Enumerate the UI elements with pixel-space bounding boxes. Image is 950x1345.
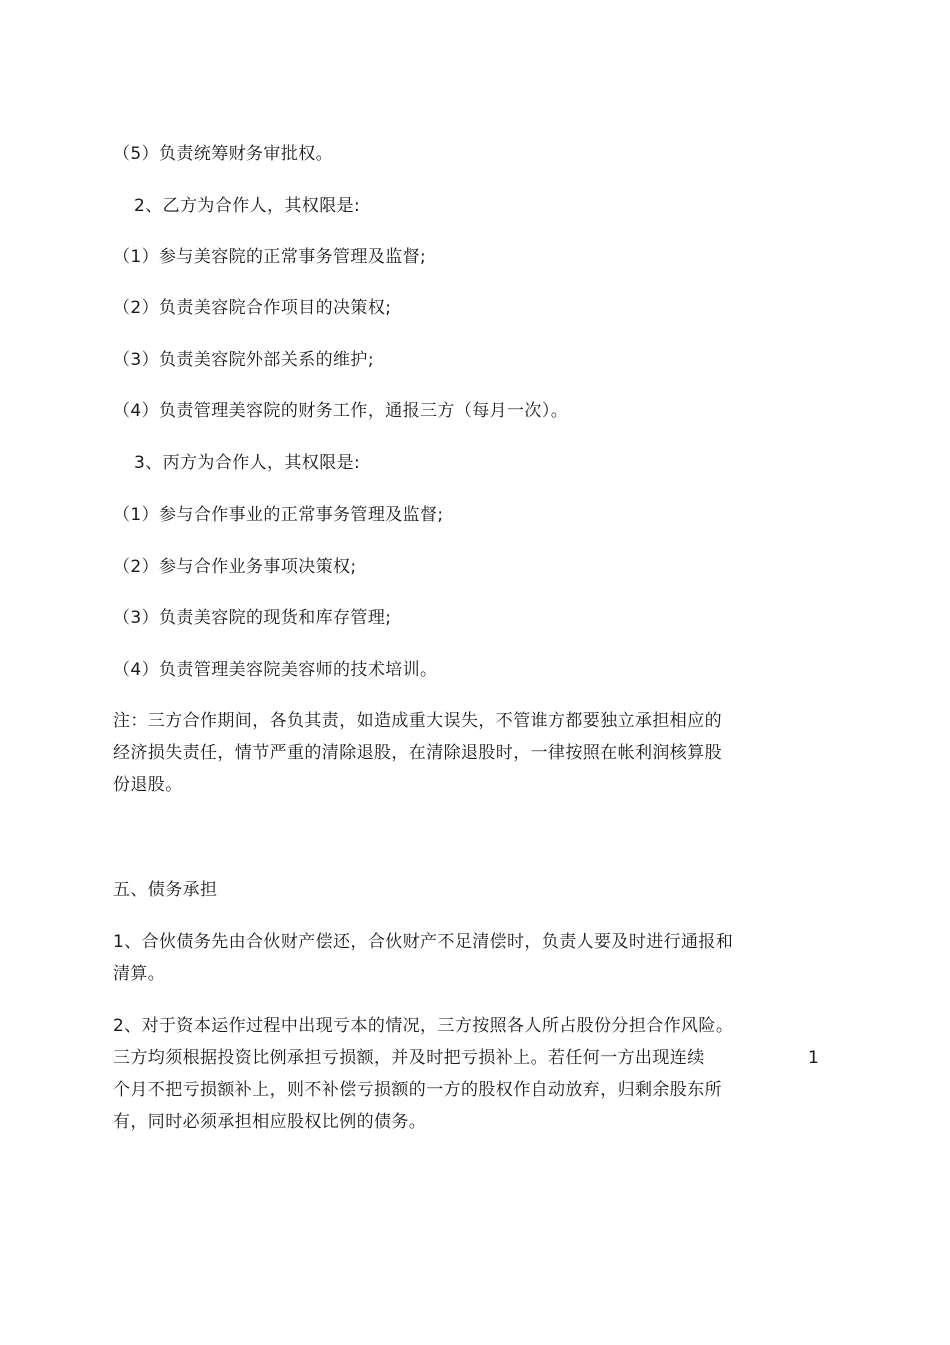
clause-4-2-4: （4）负责管理美容院的财务工作，通报三方（每月一次）。	[113, 401, 569, 421]
clause-4-2-2: （2）负责美容院合作项目的决策权;	[113, 298, 392, 318]
clause-4-3-2: （2）参与合作业务事项决策权;	[113, 557, 357, 577]
clause-5-1-line-2: 清算。	[113, 964, 166, 984]
page-number: 1	[808, 1048, 819, 1068]
clause-4-3-1: （1）参与合作事业的正常事务管理及监督;	[113, 505, 444, 525]
clause-4-3-heading: 3、丙方为合作人，其权限是:	[134, 453, 361, 473]
clause-5-2-line-4: 有，同时必须承担相应股权比例的债务。	[113, 1112, 427, 1132]
section-5-heading: 五、债务承担	[113, 880, 218, 900]
note-line-1: 注：三方合作期间，各负其责，如造成重大误失，不管谁方都要独立承担相应的	[113, 711, 722, 731]
clause-4-2-3: （3）负责美容院外部关系的维护;	[113, 350, 374, 370]
clause-5-2-line-3: 个月不把亏损额补上，则不补偿亏损额的一方的股权作自动放弃，归剩余股东所	[113, 1080, 722, 1100]
clause-5-2-line-1: 2、对于资本运作过程中出现亏本的情况，三方按照各人所占股份分担合作风险。	[113, 1016, 734, 1036]
clause-4-1-5: （5）负责统筹财务审批权。	[113, 144, 334, 164]
clause-5-2-line-2: 三方均须根据投资比例承担亏损额，并及时把亏损补上。若任何一方出现连续	[113, 1048, 705, 1068]
clause-5-1-line-1: 1、合伙债务先由合伙财产偿还，合伙财产不足清偿时，负责人要及时进行通报和	[113, 932, 734, 952]
note-line-2: 经济损失责任，情节严重的清除退股，在清除退股时，一律按照在帐利润核算股	[113, 743, 722, 763]
clause-4-2-1: （1）参与美容院的正常事务管理及监督;	[113, 247, 427, 267]
note-line-3: 份退股。	[113, 775, 183, 795]
clause-4-3-4: （4）负责管理美容院美容师的技术培训。	[113, 660, 438, 680]
clause-4-3-3: （3）负责美容院的现货和库存管理;	[113, 608, 392, 628]
clause-4-2-heading: 2、乙方为合作人，其权限是:	[134, 196, 361, 216]
